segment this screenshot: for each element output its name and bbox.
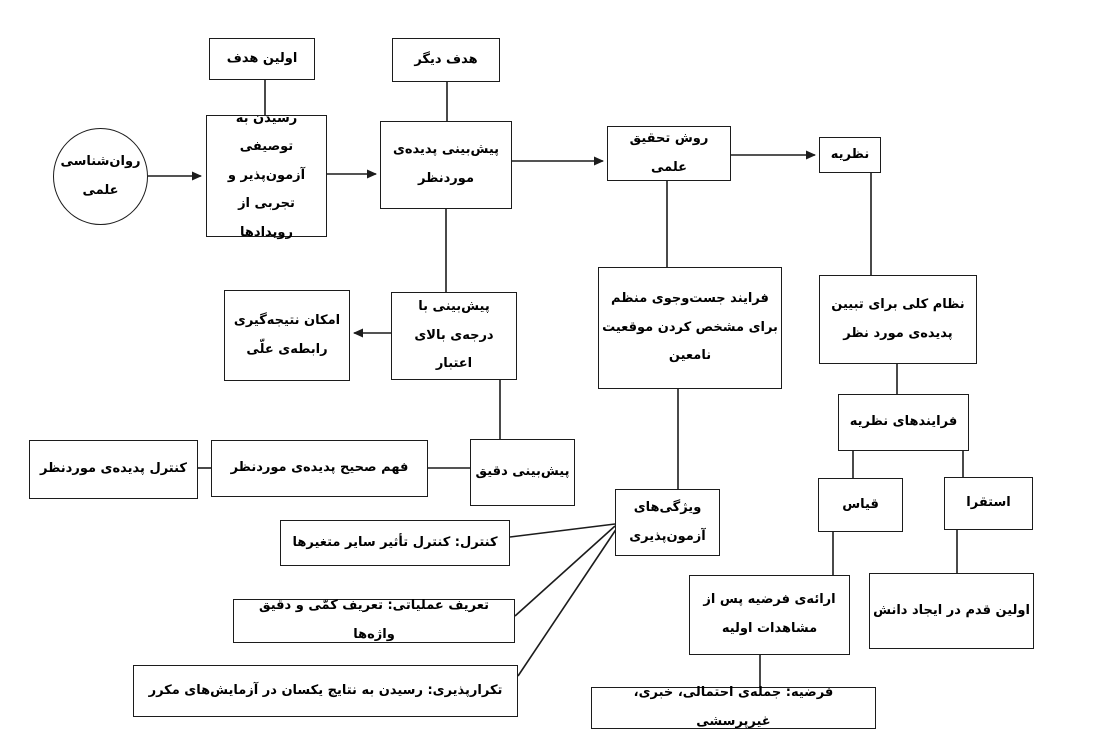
node-high-validity-prediction: پیش‌بینی با درجه‌ی بالای اعتبار <box>391 292 517 380</box>
node-first-goal: اولین هدف <box>209 38 315 80</box>
connector-testability-to-replicabilitydef <box>518 528 617 676</box>
node-another-goal: هدف دیگر <box>392 38 500 82</box>
node-precise-prediction: پیش‌بینی دقیق <box>470 439 575 506</box>
node-hypothesis-after-observation: ارائه‌ی فرضیه پس از مشاهدات اولیه <box>689 575 850 655</box>
node-operational-definition: تعریف عملیاتی: تعریف کمّی و دقیق واژه‌ها <box>233 599 515 643</box>
node-hypothesis-definition: فرضیه: جمله‌ی احتمالی، خبری، غیرپرسشی <box>591 687 876 729</box>
node-testability-features: ویژگی‌های آزمون‌پذیری <box>615 489 720 556</box>
node-predict-phenomenon: پیش‌بینی پدیده‌ی موردنظر <box>380 121 512 209</box>
node-scientific-research-method: روش تحقیق علمی <box>607 126 731 181</box>
node-replicability-definition: تکرارپذیری: رسیدن به نتایج یکسان در آزمایش‌های مکرر <box>133 665 518 717</box>
node-correct-understanding: فهم صحیح پدیده‌ی موردنظر <box>211 440 428 497</box>
connector-testability-to-operationaldef <box>515 526 615 616</box>
node-general-explanation-system: نظام کلی برای تبیین پدیده‌ی مورد نظر <box>819 275 977 364</box>
node-scientific-psychology: روان‌شناسی علمی <box>53 128 148 225</box>
node-causal-conclusion-possibility: امکان نتیجه‌گیری رابطه‌ی علّی <box>224 290 350 381</box>
node-theory: نظریه <box>819 137 881 173</box>
node-systematic-search-process: فرایند جست‌وجوی منظم برای مشخص کردن موقعیت نامعین <box>598 267 782 389</box>
connector-testability-to-controldef <box>510 524 615 537</box>
node-control-definition: کنترل: کنترل تأثیر سایر متغیرها <box>280 520 510 566</box>
node-induction: استقرا <box>944 477 1033 530</box>
node-reach-testable-description: رسیدن به توصیفی آزمون‌پذیر و تجربی از رویدادها <box>206 115 327 237</box>
node-first-step-knowledge: اولین قدم در ایجاد دانش <box>869 573 1034 649</box>
node-control-phenomenon: کنترل پدیده‌ی موردنظر <box>29 440 198 499</box>
node-theory-processes: فرایندهای نظریه <box>838 394 969 451</box>
node-deduction: قیاس <box>818 478 903 532</box>
